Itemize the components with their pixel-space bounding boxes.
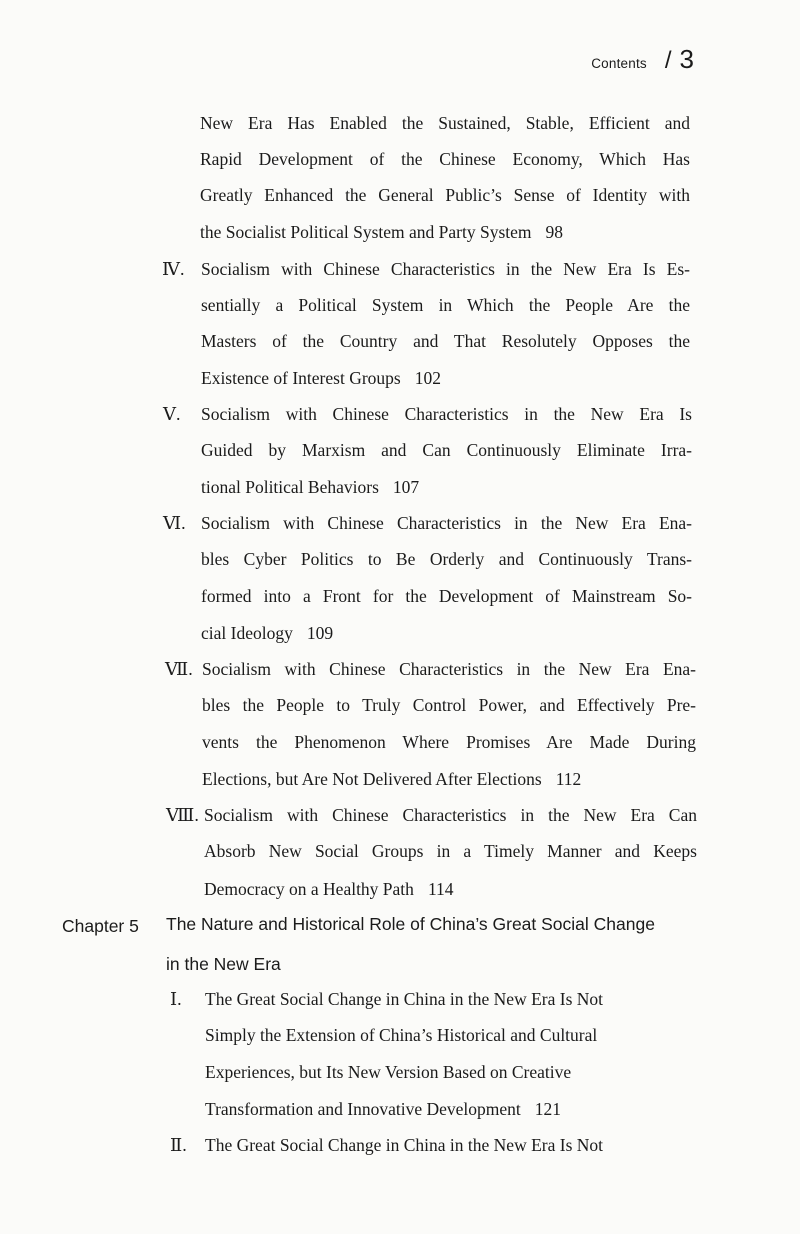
toc-entry-text: tional Political Behaviors bbox=[201, 477, 379, 497]
toc-entry-last-line bbox=[201, 476, 419, 498]
toc-item-numeral: Ⅰ. bbox=[170, 989, 182, 1009]
header-divider: / bbox=[664, 47, 672, 74]
toc-entry-text: the Socialist Political System and Party System bbox=[200, 222, 532, 242]
chapter-title-line: The Nature and Historical Role of China’s Great Social Change bbox=[166, 914, 655, 934]
toc-entry-text: Existence of Interest Groups bbox=[201, 368, 401, 388]
chapter-label: Chapter 5 bbox=[62, 916, 139, 936]
toc-item-numeral: Ⅱ. bbox=[170, 1135, 187, 1155]
toc-entry-line: Socialism with Chinese Characteristics in the New Era Ena- bbox=[201, 513, 692, 533]
toc-entry-line: Socialism with Chinese Characteristics in the New Era Can bbox=[204, 805, 697, 825]
toc-entry-text: Democracy on a Healthy Path bbox=[204, 879, 414, 899]
toc-page-ref: 112 bbox=[555, 769, 582, 789]
toc-entry-last-line bbox=[201, 622, 333, 644]
toc-page-ref: 107 bbox=[392, 477, 420, 497]
toc-entry-line: sentially a Political System in Which the People Are the bbox=[201, 295, 690, 315]
toc-entry-line: Guided by Marxism and Can Continuously Eliminate Irra- bbox=[201, 440, 692, 460]
toc-entry-line: Masters of the Country and That Resolutely Opposes the bbox=[201, 331, 690, 351]
toc-entry-line: The Great Social Change in China in the New Era Is Not bbox=[205, 989, 604, 1009]
toc-entry-line: Rapid Development of the Chinese Economy, Which Has bbox=[200, 149, 690, 169]
toc-entry-line: Socialism with Chinese Characteristics in the New Era Is bbox=[201, 404, 692, 424]
toc-item-numeral: Ⅶ. bbox=[165, 659, 193, 679]
toc-entry-line: The Great Social Change in China in the New Era Is Not bbox=[205, 1135, 604, 1155]
toc-page-ref: 109 bbox=[306, 623, 334, 643]
toc-entry-line: New Era Has Enabled the Sustained, Stable, Efficient and bbox=[200, 113, 690, 133]
toc-entry-line: Socialism with Chinese Characteristics in the New Era Ena- bbox=[202, 659, 696, 679]
toc-entry-text: Elections, but Are Not Delivered After Elections bbox=[202, 769, 542, 789]
toc-entry-line: Socialism with Chinese Characteristics in the New Era Is Es- bbox=[201, 259, 690, 279]
toc-entry-last-line bbox=[204, 878, 454, 900]
toc-entry-line: Simply the Extension of China’s Historical and Cultural bbox=[205, 1025, 598, 1045]
toc-entry-last-line bbox=[200, 221, 563, 243]
toc-page-ref: 98 bbox=[545, 222, 564, 242]
toc-entry-line: formed into a Front for the Development of Mainstream So- bbox=[201, 586, 692, 606]
toc-item-numeral: Ⅵ. bbox=[163, 513, 186, 533]
toc-entry-line: vents the Phenomenon Where Promises Are Made During bbox=[202, 732, 696, 752]
toc-item-numeral: Ⅳ. bbox=[162, 259, 185, 279]
toc-page-ref: 114 bbox=[427, 879, 454, 899]
toc-entry-last-line bbox=[205, 1098, 561, 1120]
toc-entry-line: bles the People to Truly Control Power, and Effectively Pre- bbox=[202, 695, 696, 715]
toc-page-ref: 102 bbox=[414, 368, 441, 388]
toc-page-ref: 121 bbox=[534, 1099, 561, 1119]
running-header-label: Contents bbox=[591, 56, 647, 71]
page-number: 3 bbox=[679, 44, 694, 74]
toc-entry-line: bles Cyber Politics to Be Orderly and Continuously Trans- bbox=[201, 549, 692, 569]
toc-entry-text: cial Ideology bbox=[201, 623, 293, 643]
toc-entry-line: Absorb New Social Groups in a Timely Manner and Keeps bbox=[204, 841, 697, 861]
toc-entry-last-line bbox=[201, 367, 441, 389]
toc-entry-text: Transformation and Innovative Development bbox=[205, 1099, 521, 1119]
toc-entry-line: Experiences, but Its New Version Based on Creative bbox=[205, 1062, 572, 1082]
toc-item-numeral: Ⅷ. bbox=[166, 805, 199, 825]
toc-entry-line: Greatly Enhanced the General Public’s Sense of Identity with bbox=[200, 185, 690, 205]
toc-item-numeral: Ⅴ. bbox=[163, 404, 181, 424]
running-header bbox=[591, 44, 694, 75]
chapter-title-line: in the New Era bbox=[166, 954, 281, 974]
toc-entry-last-line bbox=[202, 768, 581, 790]
